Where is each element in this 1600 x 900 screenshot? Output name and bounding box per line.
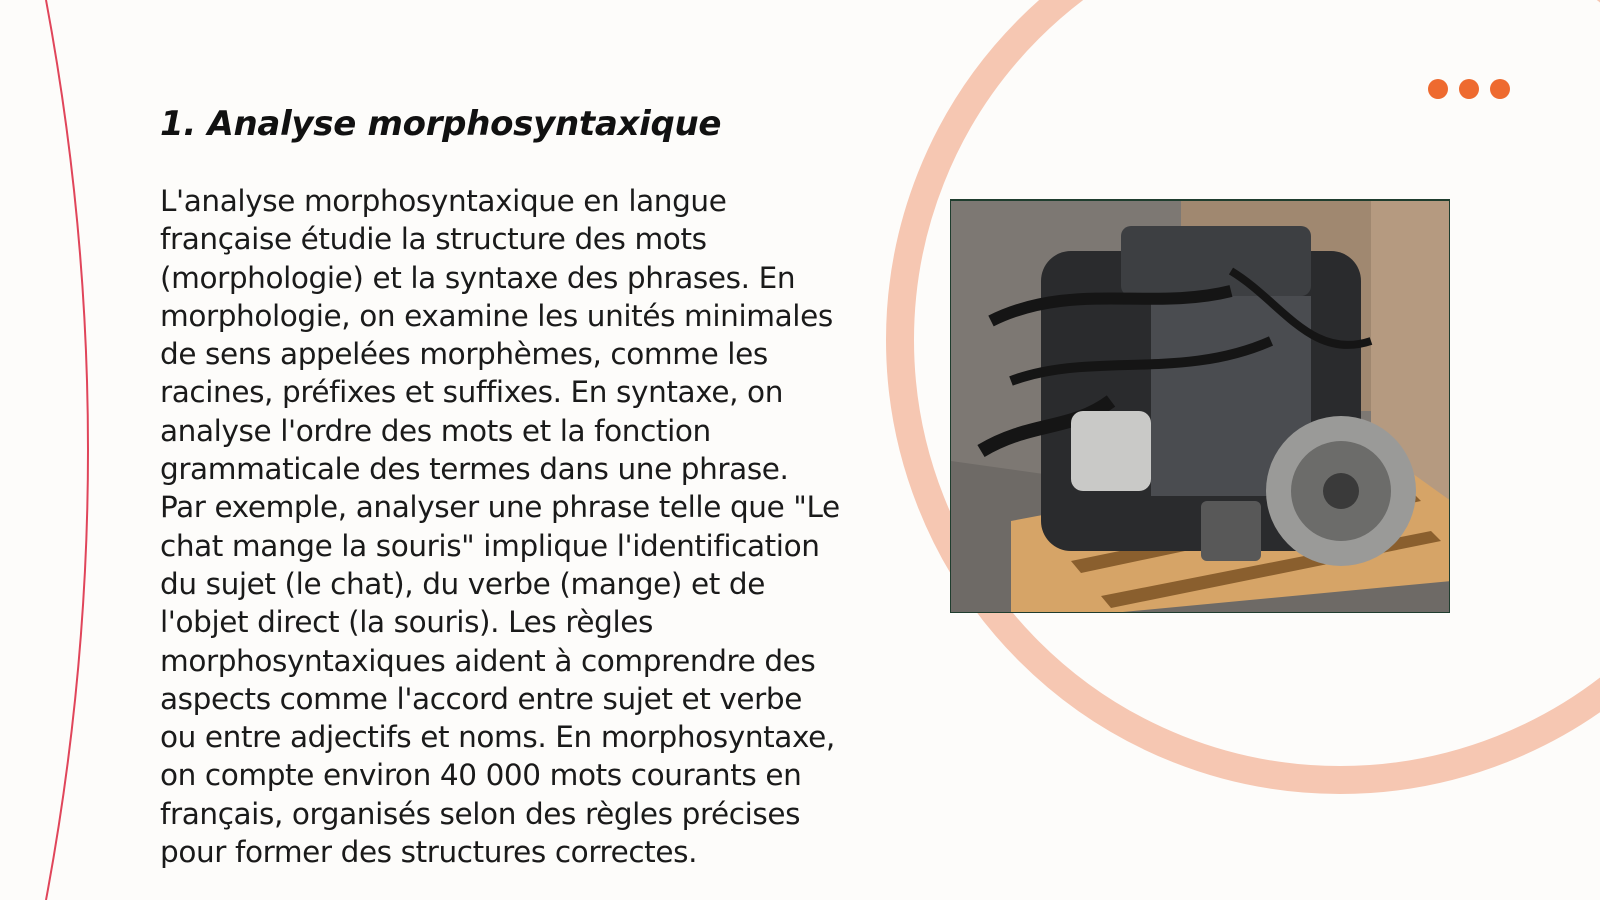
left-arc-line	[46, 0, 88, 900]
dot-icon	[1428, 79, 1448, 99]
slide-body-text: L'analyse morphosyntaxique en langue française étudie la structure des mots (morphologie) et la syntaxe des phrases. En morphologie, on examine les unités minimales de sens appelées morphèmes, comme les racines, préfixes et suffixes. En syntaxe, on analyse l'ordre des mots et la fonction grammaticale des termes dans une phrase. Par exemple, analyser une phrase telle que "Le chat mange la souris" implique l'identification du sujet (le chat), du verbe (mange) et de l'objet direct (la souris). Les règles morphosyntaxiques aident à comprendre des aspects comme l'accord entre sujet et verbe ou entre adjectifs et noms. En morphosyntaxe, on compte environ 40 000 mots courants en français, organisés selon des règles précises pour former des structures correctes.	[160, 184, 840, 870]
dot-icon	[1459, 79, 1479, 99]
engine-photo	[950, 199, 1450, 613]
dot-icon	[1490, 79, 1510, 99]
slide-title: 1. Analyse morphosyntaxique	[160, 104, 722, 144]
menu-dots	[1428, 79, 1510, 99]
engine-illustration	[951, 201, 1450, 613]
